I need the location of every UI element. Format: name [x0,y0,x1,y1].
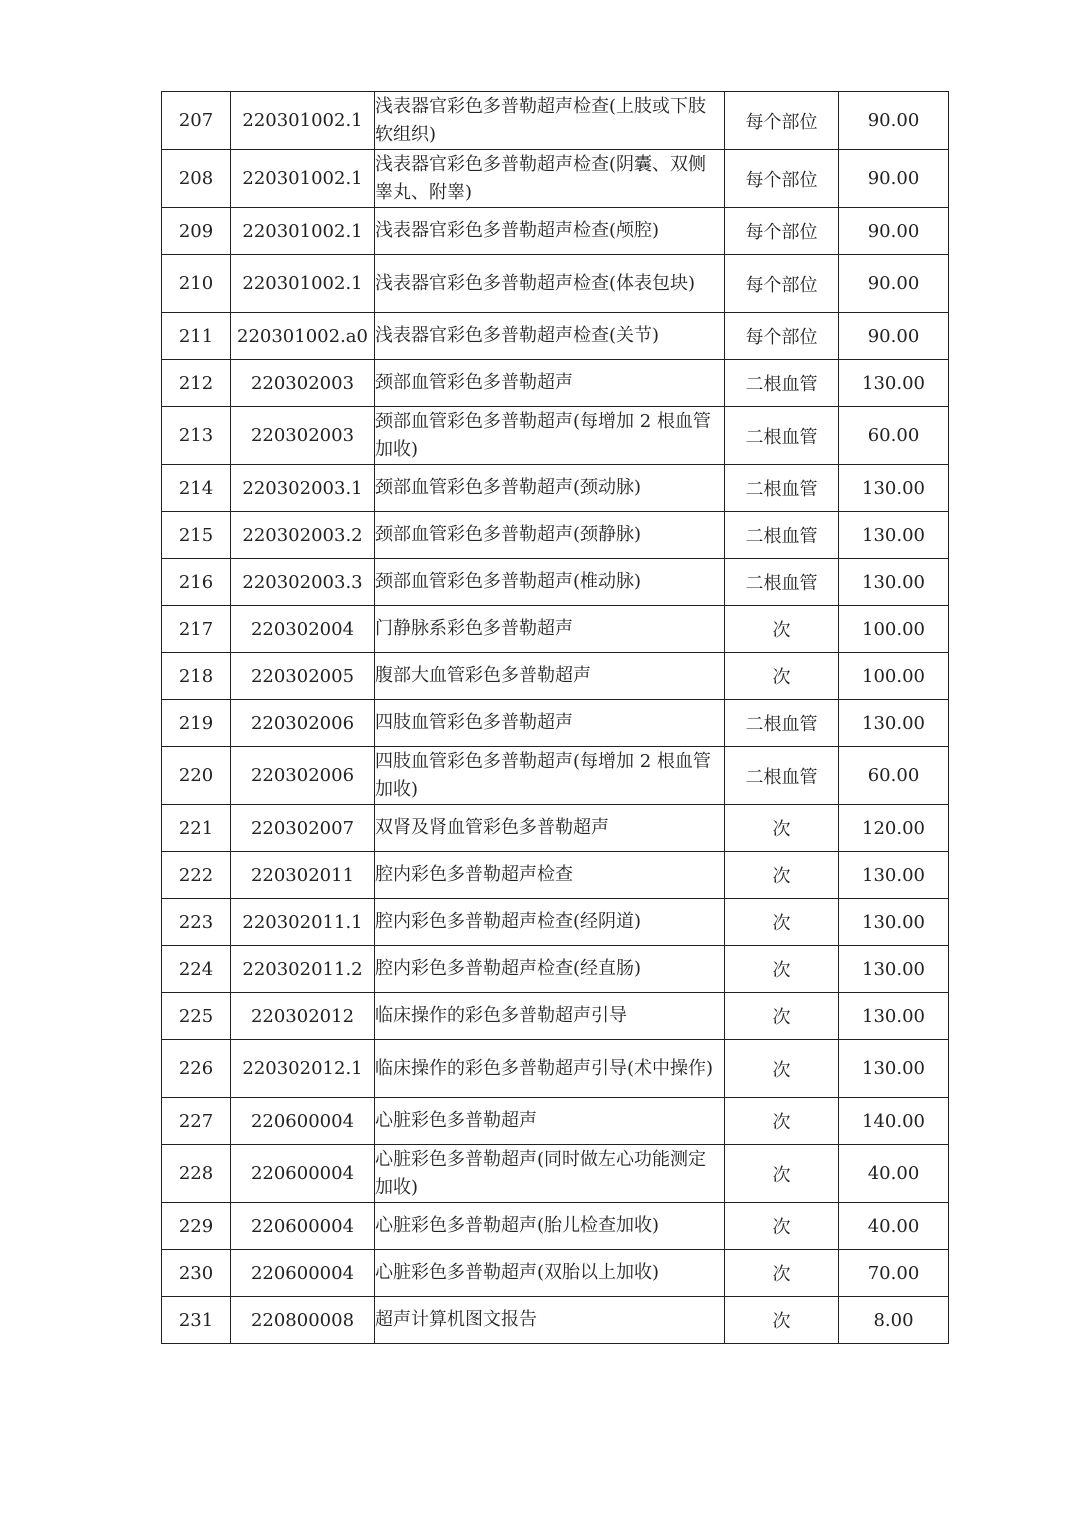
table-row [162,653,949,700]
row-number: 227 [162,1098,231,1145]
item-name: 颈部血管彩色多普勒超声(颈动脉) [375,465,725,512]
table-row [162,606,949,653]
item-unit: 次 [725,1203,839,1250]
row-number: 210 [162,255,231,313]
item-code: 220302005 [231,653,375,700]
item-name: 心脏彩色多普勒超声(胎儿检查加收) [375,1203,725,1250]
item-price: 60.00 [839,407,949,465]
item-price: 140.00 [839,1098,949,1145]
table-row [162,1098,949,1145]
table-row [162,747,949,805]
item-unit: 次 [725,606,839,653]
item-name: 四肢血管彩色多普勒超声(每增加 2 根血管加收) [375,747,725,805]
table-row [162,255,949,313]
table-row [162,360,949,407]
item-code: 220302006 [231,747,375,805]
table-row [162,1040,949,1098]
item-price: 120.00 [839,805,949,852]
row-number: 214 [162,465,231,512]
item-name: 心脏彩色多普勒超声(双胎以上加收) [375,1250,725,1297]
row-number: 230 [162,1250,231,1297]
item-price: 90.00 [839,208,949,255]
item-name: 颈部血管彩色多普勒超声(颈静脉) [375,512,725,559]
item-code: 220302003.3 [231,559,375,606]
item-name: 超声计算机图文报告 [375,1297,725,1344]
item-price: 40.00 [839,1203,949,1250]
table-row [162,946,949,993]
item-price: 60.00 [839,747,949,805]
table-row [162,993,949,1040]
item-price: 130.00 [839,465,949,512]
row-number: 216 [162,559,231,606]
item-price: 130.00 [839,559,949,606]
item-price: 100.00 [839,606,949,653]
item-price: 100.00 [839,653,949,700]
table-row [162,313,949,360]
row-number: 222 [162,852,231,899]
item-name: 门静脉系彩色多普勒超声 [375,606,725,653]
item-price: 8.00 [839,1297,949,1344]
item-price: 90.00 [839,255,949,313]
row-number: 215 [162,512,231,559]
item-price: 40.00 [839,1145,949,1203]
item-price: 90.00 [839,313,949,360]
item-code: 220301002.1 [231,255,375,313]
row-number: 223 [162,899,231,946]
item-code: 220302007 [231,805,375,852]
item-name: 浅表器官彩色多普勒超声检查(关节) [375,313,725,360]
table-row [162,700,949,747]
item-code: 220302011.2 [231,946,375,993]
item-price: 130.00 [839,1040,949,1098]
item-name: 双肾及肾血管彩色多普勒超声 [375,805,725,852]
row-number: 226 [162,1040,231,1098]
item-unit: 二根血管 [725,465,839,512]
table-row [162,150,949,208]
row-number: 208 [162,150,231,208]
item-code: 220600004 [231,1098,375,1145]
table-row [162,1145,949,1203]
item-unit: 次 [725,1098,839,1145]
item-code: 220302003.2 [231,512,375,559]
price-table [161,91,949,1344]
item-code: 220301002.1 [231,208,375,255]
item-unit: 二根血管 [725,700,839,747]
item-unit: 每个部位 [725,208,839,255]
item-unit: 二根血管 [725,360,839,407]
item-name: 浅表器官彩色多普勒超声检查(体表包块) [375,255,725,313]
item-price: 130.00 [839,512,949,559]
row-number: 209 [162,208,231,255]
item-name: 临床操作的彩色多普勒超声引导(术中操作) [375,1040,725,1098]
item-price: 130.00 [839,993,949,1040]
table-row [162,1250,949,1297]
item-price: 130.00 [839,946,949,993]
row-number: 213 [162,407,231,465]
item-unit: 每个部位 [725,92,839,150]
row-number: 228 [162,1145,231,1203]
table-row [162,1203,949,1250]
item-code: 220301002.1 [231,92,375,150]
item-unit: 每个部位 [725,313,839,360]
table-row [162,512,949,559]
item-unit: 二根血管 [725,747,839,805]
item-price: 130.00 [839,360,949,407]
item-code: 220302011 [231,852,375,899]
row-number: 212 [162,360,231,407]
item-code: 220800008 [231,1297,375,1344]
item-name: 腔内彩色多普勒超声检查(经直肠) [375,946,725,993]
row-number: 224 [162,946,231,993]
item-unit: 次 [725,1040,839,1098]
item-name: 腔内彩色多普勒超声检查 [375,852,725,899]
table-row [162,465,949,512]
item-name: 浅表器官彩色多普勒超声检查(颅腔) [375,208,725,255]
item-unit: 次 [725,946,839,993]
item-code: 220600004 [231,1145,375,1203]
row-number: 231 [162,1297,231,1344]
item-unit: 次 [725,899,839,946]
item-unit: 二根血管 [725,512,839,559]
row-number: 207 [162,92,231,150]
row-number: 220 [162,747,231,805]
item-name: 颈部血管彩色多普勒超声 [375,360,725,407]
item-name: 浅表器官彩色多普勒超声检查(阴囊、双侧睾丸、附睾) [375,150,725,208]
row-number: 217 [162,606,231,653]
item-code: 220302004 [231,606,375,653]
item-code: 220600004 [231,1203,375,1250]
item-price: 130.00 [839,899,949,946]
item-name: 心脏彩色多普勒超声(同时做左心功能测定加收) [375,1145,725,1203]
item-code: 220302003 [231,360,375,407]
table-row [162,1297,949,1344]
item-unit: 二根血管 [725,407,839,465]
item-unit: 每个部位 [725,255,839,313]
item-price: 90.00 [839,92,949,150]
table-row [162,805,949,852]
item-code: 220302006 [231,700,375,747]
table-row [162,559,949,606]
row-number: 221 [162,805,231,852]
table-row [162,899,949,946]
item-unit: 每个部位 [725,150,839,208]
item-name: 颈部血管彩色多普勒超声(椎动脉) [375,559,725,606]
item-unit: 次 [725,805,839,852]
item-unit: 次 [725,852,839,899]
item-code: 220302003 [231,407,375,465]
item-price: 70.00 [839,1250,949,1297]
item-code: 220302011.1 [231,899,375,946]
item-name: 颈部血管彩色多普勒超声(每增加 2 根血管加收) [375,407,725,465]
row-number: 218 [162,653,231,700]
item-price: 130.00 [839,700,949,747]
row-number: 211 [162,313,231,360]
table-row [162,407,949,465]
item-price: 130.00 [839,852,949,899]
row-number: 219 [162,700,231,747]
table-row [162,92,949,150]
item-unit: 次 [725,1145,839,1203]
item-code: 220301002.1 [231,150,375,208]
row-number: 229 [162,1203,231,1250]
item-code: 220302012 [231,993,375,1040]
item-name: 心脏彩色多普勒超声 [375,1098,725,1145]
item-price: 90.00 [839,150,949,208]
item-code: 220301002.a0 [231,313,375,360]
item-name: 临床操作的彩色多普勒超声引导 [375,993,725,1040]
item-name: 腔内彩色多普勒超声检查(经阴道) [375,899,725,946]
item-unit: 次 [725,653,839,700]
item-code: 220302003.1 [231,465,375,512]
item-unit: 次 [725,1297,839,1344]
table-row [162,852,949,899]
item-code: 220600004 [231,1250,375,1297]
table-row [162,208,949,255]
item-unit: 二根血管 [725,559,839,606]
row-number: 225 [162,993,231,1040]
item-code: 220302012.1 [231,1040,375,1098]
item-name: 浅表器官彩色多普勒超声检查(上肢或下肢软组织) [375,92,725,150]
item-name: 四肢血管彩色多普勒超声 [375,700,725,747]
item-unit: 次 [725,993,839,1040]
item-name: 腹部大血管彩色多普勒超声 [375,653,725,700]
item-unit: 次 [725,1250,839,1297]
